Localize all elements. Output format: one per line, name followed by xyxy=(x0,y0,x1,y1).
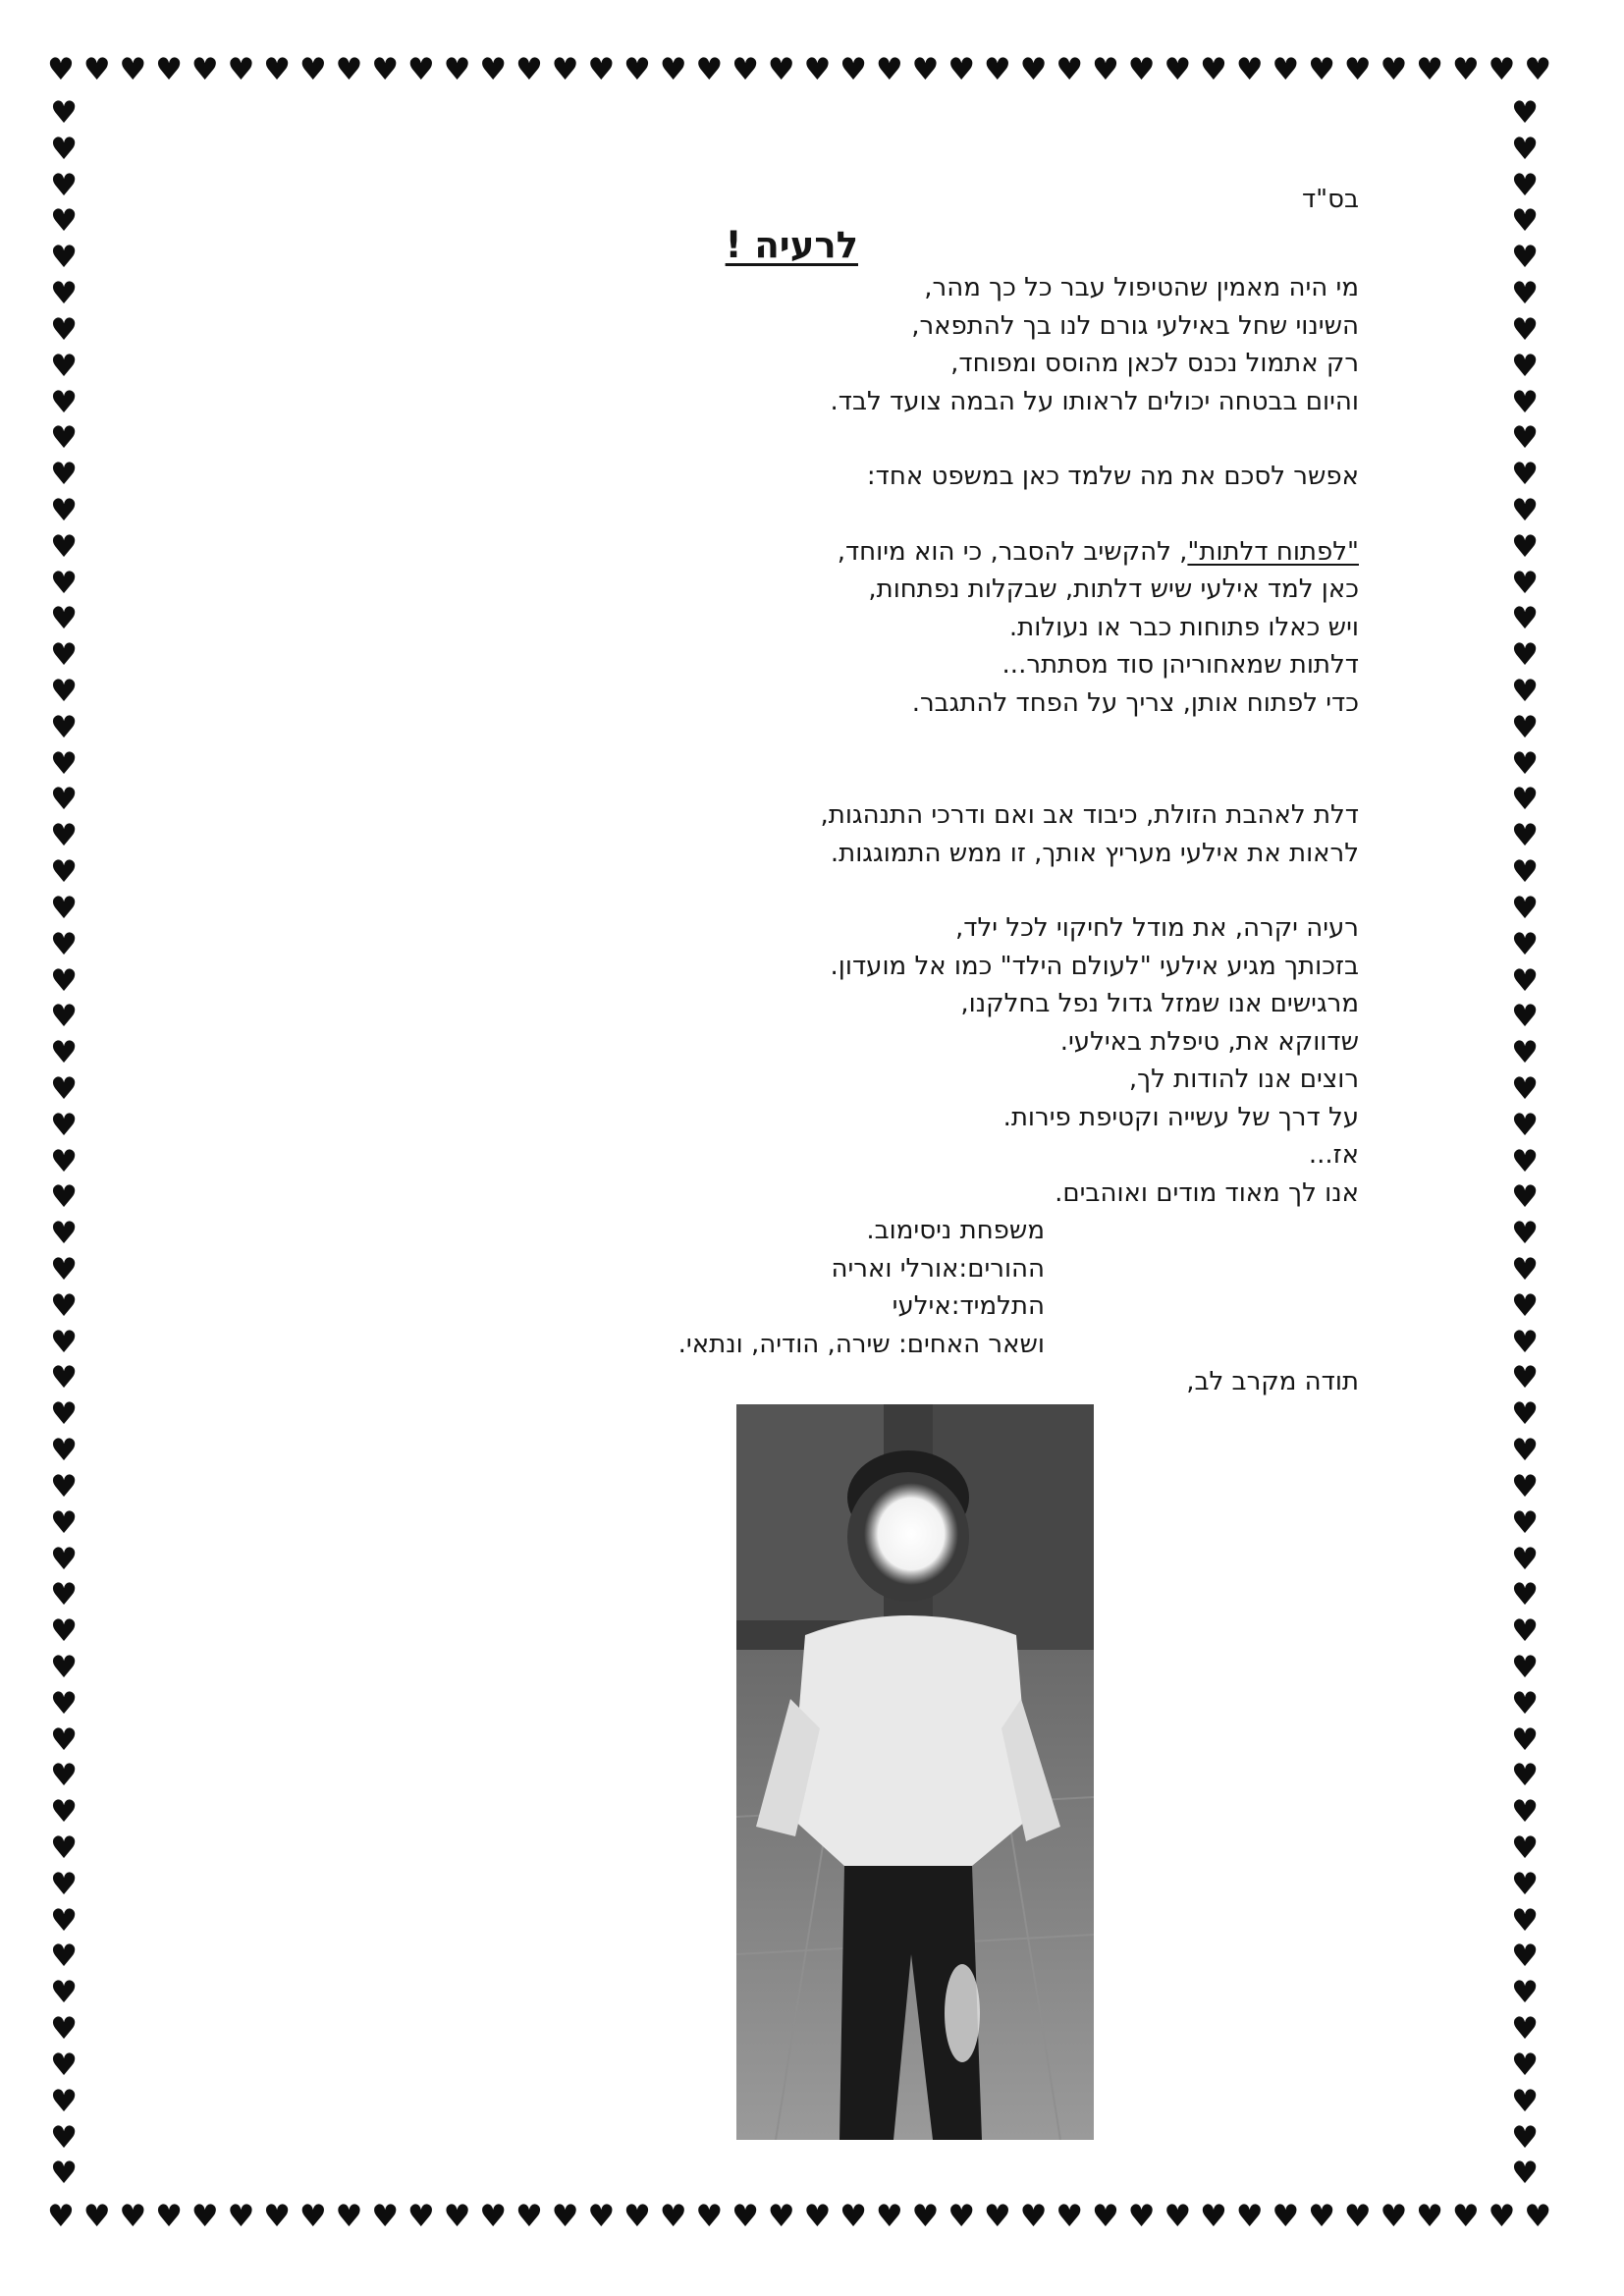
heart-icon: ♥ xyxy=(1524,51,1551,87)
heart-icon: ♥ xyxy=(1056,51,1084,87)
heart-icon: ♥ xyxy=(50,492,78,528)
heart-icon: ♥ xyxy=(1380,51,1408,87)
heart-icon: ♥ xyxy=(947,2198,975,2234)
heart-icon: ♥ xyxy=(587,2198,616,2234)
letter-body xyxy=(554,269,1359,1401)
heart-icon: ♥ xyxy=(1511,1649,1539,1685)
heart-icon: ♥ xyxy=(1511,637,1539,674)
heart-icon: ♥ xyxy=(1511,492,1539,528)
heart-icon: ♥ xyxy=(623,2198,651,2234)
heart-border-bottom xyxy=(47,2196,1551,2237)
heart-icon: ♥ xyxy=(1488,2198,1516,2234)
heart-border-right xyxy=(1504,98,1545,2190)
heart-icon: ♥ xyxy=(1127,2198,1156,2234)
heart-icon: ♥ xyxy=(695,51,724,87)
heart-icon: ♥ xyxy=(50,1649,78,1685)
heart-icon: ♥ xyxy=(1511,2011,1539,2048)
heart-icon: ♥ xyxy=(50,1107,78,1143)
heart-icon: ♥ xyxy=(406,2198,435,2234)
heart-icon: ♥ xyxy=(1511,709,1539,745)
poem-line: כאן למד אילעי שיש דלתות, שבקלות נפתחות, xyxy=(868,574,1359,604)
heart-icon: ♥ xyxy=(1511,528,1539,565)
heart-icon: ♥ xyxy=(50,1433,78,1469)
heart-icon: ♥ xyxy=(1019,51,1048,87)
heart-icon: ♥ xyxy=(803,51,832,87)
heart-icon: ♥ xyxy=(1511,203,1539,240)
heart-icon: ♥ xyxy=(50,528,78,565)
heart-icon: ♥ xyxy=(50,674,78,709)
heart-icon: ♥ xyxy=(1511,1107,1539,1143)
heart-icon: ♥ xyxy=(50,420,78,457)
heart-icon: ♥ xyxy=(47,2198,75,2234)
heart-icon: ♥ xyxy=(50,1216,78,1252)
heart-icon: ♥ xyxy=(190,51,219,87)
heart-icon: ♥ xyxy=(335,51,363,87)
heart-icon: ♥ xyxy=(50,565,78,601)
heart-icon: ♥ xyxy=(155,2198,183,2234)
heart-icon: ♥ xyxy=(50,854,78,891)
heart-icon: ♥ xyxy=(50,1866,78,1902)
heart-icon: ♥ xyxy=(50,457,78,493)
heart-icon: ♥ xyxy=(1511,1216,1539,1252)
heart-icon: ♥ xyxy=(82,51,111,87)
signature-line: התלמיד:אילעי xyxy=(892,1291,1045,1321)
heart-icon: ♥ xyxy=(1416,51,1443,87)
heart-icon: ♥ xyxy=(50,1287,78,1324)
heart-icon: ♥ xyxy=(731,51,759,87)
poem-line: השינוי שחל באילעי גורם לנו בך להתפאר, xyxy=(911,310,1359,341)
heart-icon: ♥ xyxy=(50,1360,78,1396)
heart-icon: ♥ xyxy=(50,348,78,384)
heart-icon: ♥ xyxy=(1200,51,1227,87)
heart-icon: ♥ xyxy=(1488,51,1516,87)
heart-icon: ♥ xyxy=(50,203,78,240)
heart-icon: ♥ xyxy=(1511,131,1539,167)
heart-icon: ♥ xyxy=(514,51,543,87)
heart-icon: ♥ xyxy=(839,51,867,87)
heart-icon: ♥ xyxy=(1511,1179,1539,1216)
heart-icon: ♥ xyxy=(1511,1902,1539,1939)
heart-icon: ♥ xyxy=(1451,2198,1480,2234)
heart-icon: ♥ xyxy=(1511,2119,1539,2156)
heart-icon: ♥ xyxy=(1511,1722,1539,1758)
heart-icon: ♥ xyxy=(1056,2198,1084,2234)
heart-icon: ♥ xyxy=(1511,1287,1539,1324)
heart-icon: ♥ xyxy=(1019,2198,1048,2234)
heart-icon: ♥ xyxy=(1091,51,1119,87)
heart-icon: ♥ xyxy=(50,1468,78,1504)
poem-line: אז... xyxy=(1308,1140,1359,1170)
quoted-phrase: "לפתוח דלתות" xyxy=(1187,536,1359,567)
poem-line: לראות את אילעי מעריץ אותך, זו ממש התמוגגות. xyxy=(830,838,1359,868)
heart-icon: ♥ xyxy=(335,2198,363,2234)
heart-icon: ♥ xyxy=(443,2198,471,2234)
heart-icon: ♥ xyxy=(50,1613,78,1650)
heart-icon: ♥ xyxy=(1511,962,1539,999)
heart-icon: ♥ xyxy=(911,51,940,87)
heart-icon: ♥ xyxy=(50,2047,78,2083)
heart-icon: ♥ xyxy=(263,2198,291,2234)
heart-icon: ♥ xyxy=(1511,1070,1539,1107)
heart-icon: ♥ xyxy=(1511,818,1539,854)
heart-icon: ♥ xyxy=(1511,565,1539,601)
heart-icon: ♥ xyxy=(1235,51,1264,87)
heart-icon: ♥ xyxy=(1511,1433,1539,1469)
heart-icon: ♥ xyxy=(839,2198,867,2234)
heart-icon: ♥ xyxy=(1511,1396,1539,1433)
heart-icon: ♥ xyxy=(1511,674,1539,709)
heart-icon: ♥ xyxy=(875,51,903,87)
heart-icon: ♥ xyxy=(1343,51,1372,87)
heart-icon: ♥ xyxy=(1511,240,1539,276)
heart-icon: ♥ xyxy=(50,1324,78,1360)
heart-icon: ♥ xyxy=(1511,1613,1539,1650)
heart-icon: ♥ xyxy=(50,1902,78,1939)
heart-icon: ♥ xyxy=(1511,1252,1539,1287)
heart-icon: ♥ xyxy=(50,240,78,276)
heart-icon: ♥ xyxy=(298,51,327,87)
heart-icon: ♥ xyxy=(1511,311,1539,348)
heart-icon: ♥ xyxy=(767,2198,795,2234)
heart-icon: ♥ xyxy=(1511,854,1539,891)
heart-icon: ♥ xyxy=(1235,2198,1264,2234)
heart-icon: ♥ xyxy=(1200,2198,1227,2234)
heart-icon: ♥ xyxy=(155,51,183,87)
heart-icon: ♥ xyxy=(50,999,78,1035)
heart-icon: ♥ xyxy=(50,601,78,637)
heart-icon: ♥ xyxy=(587,51,616,87)
heart-icon: ♥ xyxy=(227,51,255,87)
poem-line: כדי לפתוח אותן, צריך על הפחד להתגבר. xyxy=(911,687,1359,718)
heart-icon: ♥ xyxy=(50,1577,78,1613)
poem-line: רק אתמול נכנס לכאן מהוסס ומפוחד, xyxy=(950,349,1359,378)
heart-icon: ♥ xyxy=(227,2198,255,2234)
signature-line: ושאר האחים: שירה, הודיה, ונתאי. xyxy=(677,1329,1045,1359)
heart-icon: ♥ xyxy=(50,926,78,962)
heart-icon: ♥ xyxy=(50,167,78,203)
poem-line: שדווקא את, טיפלת באילעי. xyxy=(1059,1026,1359,1057)
heart-icon: ♥ xyxy=(50,1758,78,1794)
heart-icon: ♥ xyxy=(50,131,78,167)
poem-line: מי היה מאמין שהטיפול עבר כל כך מהר, xyxy=(924,273,1359,302)
poem-line: אנו לך מאוד מודים ואוהבים. xyxy=(1055,1177,1359,1208)
heart-icon: ♥ xyxy=(371,51,399,87)
heart-icon: ♥ xyxy=(50,98,78,131)
heart-icon: ♥ xyxy=(1091,2198,1119,2234)
heart-icon: ♥ xyxy=(50,1179,78,1216)
summary-line: אפשר לסכם את מה שלמד כאן במשפט אחד: xyxy=(866,462,1359,491)
heart-icon: ♥ xyxy=(911,2198,940,2234)
heart-icon: ♥ xyxy=(119,51,147,87)
heart-icon: ♥ xyxy=(50,1939,78,1975)
heart-icon: ♥ xyxy=(767,51,795,87)
heart-icon: ♥ xyxy=(1308,51,1335,87)
heart-icon: ♥ xyxy=(1511,2047,1539,2083)
heart-icon: ♥ xyxy=(50,1143,78,1179)
heart-icon: ♥ xyxy=(659,2198,687,2234)
heart-icon: ♥ xyxy=(1511,1360,1539,1396)
heart-icon: ♥ xyxy=(50,1035,78,1071)
heart-icon: ♥ xyxy=(50,276,78,312)
heart-icon: ♥ xyxy=(551,2198,579,2234)
heart-icon: ♥ xyxy=(50,637,78,674)
heart-icon: ♥ xyxy=(50,1070,78,1107)
signature-line: משפחת ניסימוב. xyxy=(866,1216,1045,1245)
heart-icon: ♥ xyxy=(983,51,1011,87)
heart-icon: ♥ xyxy=(623,51,651,87)
poem-line: רוצים אנו להודות לך, xyxy=(1128,1065,1359,1094)
heart-icon: ♥ xyxy=(406,51,435,87)
heart-icon: ♥ xyxy=(1127,51,1156,87)
heart-icon: ♥ xyxy=(1164,51,1192,87)
heart-icon: ♥ xyxy=(551,51,579,87)
heart-icon: ♥ xyxy=(1380,2198,1408,2234)
heart-icon: ♥ xyxy=(47,51,75,87)
heart-icon: ♥ xyxy=(50,2011,78,2048)
heart-icon: ♥ xyxy=(1511,457,1539,493)
poem-line: בזכותך מגיע אילעי "לעולם הילד" כמו אל מועדון. xyxy=(830,951,1359,981)
heart-icon: ♥ xyxy=(1272,2198,1300,2234)
heart-icon: ♥ xyxy=(479,51,508,87)
heart-icon: ♥ xyxy=(50,890,78,926)
heart-icon: ♥ xyxy=(50,1975,78,2011)
heart-icon: ♥ xyxy=(1511,420,1539,457)
heart-icon: ♥ xyxy=(1511,1685,1539,1722)
poem-line: דלתות שמאחוריהן סוד מסתתר... xyxy=(1001,650,1359,680)
heart-icon: ♥ xyxy=(514,2198,543,2234)
heart-icon: ♥ xyxy=(50,1396,78,1433)
poem-line: מרגישים אנו שמזל גדול נפל בחלקנו, xyxy=(960,989,1359,1018)
poem-line xyxy=(554,533,1359,572)
heart-icon: ♥ xyxy=(1511,384,1539,420)
heart-icon: ♥ xyxy=(263,51,291,87)
heart-icon: ♥ xyxy=(1511,1831,1539,1866)
heart-icon: ♥ xyxy=(659,51,687,87)
heart-icon: ♥ xyxy=(1272,51,1300,87)
heart-icon: ♥ xyxy=(50,1831,78,1866)
heart-icon: ♥ xyxy=(1308,2198,1335,2234)
heart-icon: ♥ xyxy=(695,2198,724,2234)
heart-icon: ♥ xyxy=(875,2198,903,2234)
heart-icon: ♥ xyxy=(50,1252,78,1287)
heart-icon: ♥ xyxy=(983,2198,1011,2234)
heart-icon: ♥ xyxy=(1511,1541,1539,1577)
heart-icon: ♥ xyxy=(1511,1758,1539,1794)
heart-icon: ♥ xyxy=(1511,1975,1539,2011)
heart-icon: ♥ xyxy=(50,311,78,348)
poem-line: רעיה יקרה, את מודל לחיקוי לכל ילד, xyxy=(955,913,1359,943)
heart-icon: ♥ xyxy=(50,384,78,420)
heart-icon: ♥ xyxy=(479,2198,508,2234)
heart-icon: ♥ xyxy=(1511,999,1539,1035)
poem-line: דלת לאהבת הזולת, כיבוד אב ואם ודרכי התנהגות, xyxy=(820,800,1359,830)
heart-border-top xyxy=(47,49,1551,90)
heart-icon: ♥ xyxy=(50,962,78,999)
closing-line: תודה מקרב לב, xyxy=(1186,1367,1359,1396)
heart-icon: ♥ xyxy=(82,2198,111,2234)
poem-line: על דרך של עשייה וקטיפת פירות. xyxy=(1002,1102,1359,1132)
child-photo-illustration xyxy=(736,1404,1094,2140)
heart-icon: ♥ xyxy=(1511,276,1539,312)
heart-icon: ♥ xyxy=(371,2198,399,2234)
heart-border-left xyxy=(43,98,84,2190)
heart-icon: ♥ xyxy=(1511,1504,1539,1541)
heart-icon: ♥ xyxy=(1511,601,1539,637)
heart-icon: ♥ xyxy=(731,2198,759,2234)
heart-icon: ♥ xyxy=(190,2198,219,2234)
heart-icon: ♥ xyxy=(1164,2198,1192,2234)
heart-icon: ♥ xyxy=(1511,2083,1539,2119)
heart-icon: ♥ xyxy=(50,745,78,782)
heart-icon: ♥ xyxy=(803,2198,832,2234)
heart-icon: ♥ xyxy=(50,1685,78,1722)
poem-line: והיום בבטחה יכולים לראותו על הבמה צועד לבד. xyxy=(830,386,1359,416)
heart-icon: ♥ xyxy=(1451,51,1480,87)
heart-icon: ♥ xyxy=(119,2198,147,2234)
heart-icon: ♥ xyxy=(1511,98,1539,131)
heart-icon: ♥ xyxy=(1511,167,1539,203)
heart-icon: ♥ xyxy=(443,51,471,87)
letter-title: לרעיה ! xyxy=(725,224,858,266)
heart-icon: ♥ xyxy=(50,1541,78,1577)
heart-icon: ♥ xyxy=(1511,745,1539,782)
heart-icon: ♥ xyxy=(50,2119,78,2156)
heart-icon: ♥ xyxy=(1524,2198,1551,2234)
heart-icon: ♥ xyxy=(1511,1035,1539,1071)
poem-line: ויש כאלו פתוחות כבר או נעולות. xyxy=(1008,612,1359,642)
heart-icon: ♥ xyxy=(1511,1468,1539,1504)
heart-icon: ♥ xyxy=(1416,2198,1443,2234)
heart-icon: ♥ xyxy=(1511,1794,1539,1831)
heart-icon: ♥ xyxy=(50,818,78,854)
heart-icon: ♥ xyxy=(1511,2156,1539,2190)
heart-icon: ♥ xyxy=(298,2198,327,2234)
child-photo xyxy=(736,1404,1094,2140)
heart-icon: ♥ xyxy=(50,1794,78,1831)
heart-icon: ♥ xyxy=(1511,348,1539,384)
signature-line: ההורים:אורלי ואריה xyxy=(831,1253,1045,1284)
heart-icon: ♥ xyxy=(1511,1939,1539,1975)
heart-icon: ♥ xyxy=(1511,782,1539,818)
bsd-header: בס"ד xyxy=(1301,185,1359,214)
heart-icon: ♥ xyxy=(50,2156,78,2190)
heart-icon: ♥ xyxy=(50,1504,78,1541)
heart-icon: ♥ xyxy=(1511,1324,1539,1360)
heart-icon: ♥ xyxy=(1511,1577,1539,1613)
heart-icon: ♥ xyxy=(1511,926,1539,962)
heart-icon: ♥ xyxy=(1511,1143,1539,1179)
heart-icon: ♥ xyxy=(50,1722,78,1758)
heart-icon: ♥ xyxy=(1511,1866,1539,1902)
heart-icon: ♥ xyxy=(50,2083,78,2119)
heart-icon: ♥ xyxy=(50,782,78,818)
heart-icon: ♥ xyxy=(1511,890,1539,926)
heart-icon: ♥ xyxy=(50,709,78,745)
heart-icon: ♥ xyxy=(1343,2198,1372,2234)
poem-line-rest: , להקשיב להסבר, כי הוא מיוחד, xyxy=(837,536,1188,567)
heart-icon: ♥ xyxy=(947,51,975,87)
